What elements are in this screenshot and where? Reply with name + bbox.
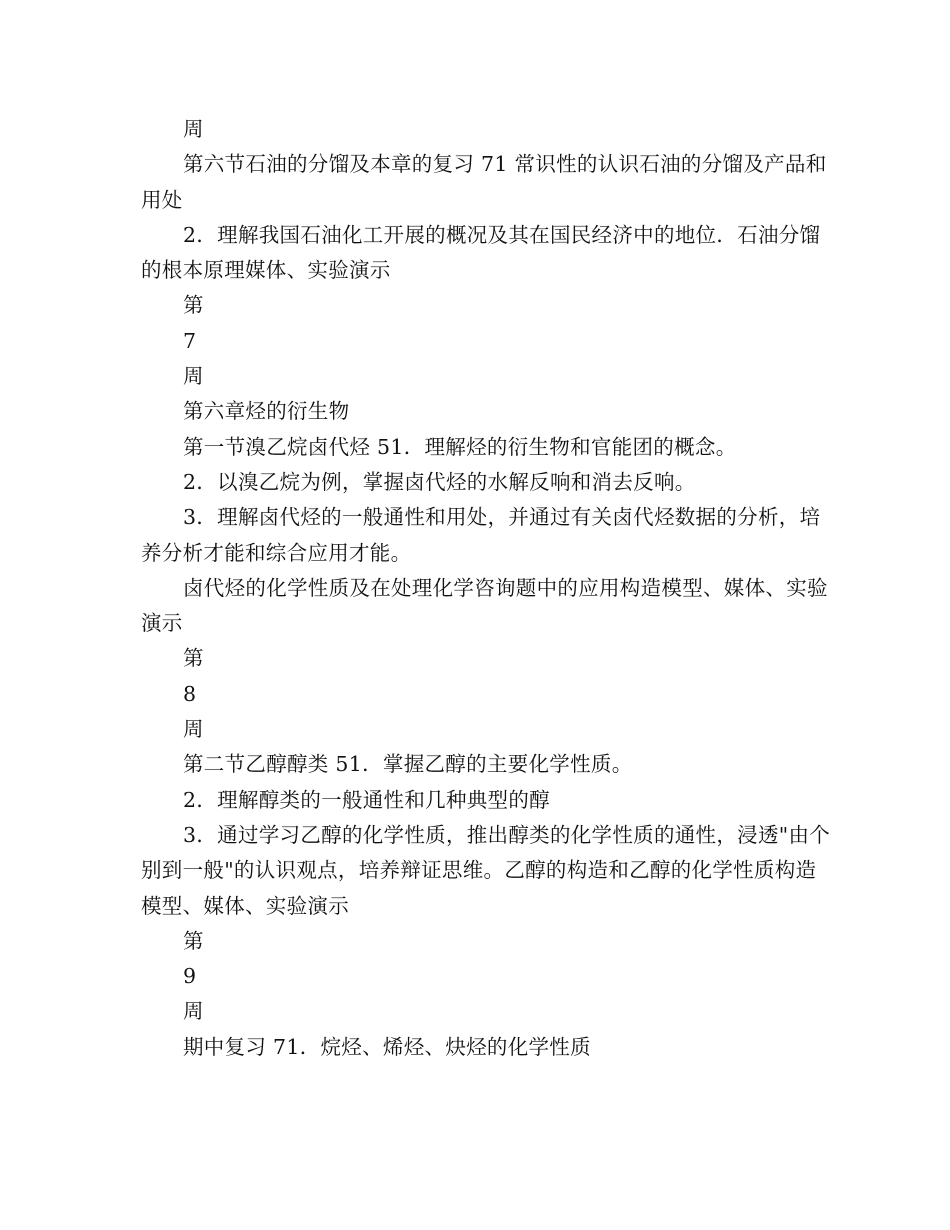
paragraph-objective-3: 3．理解卤代烃的一般通性和用处，并通过有关卤代烃数据的分析，培养分析才能和综合应用才能。: [141, 505, 821, 565]
paragraph-objective-3: 3．通过学习乙醇的化学性质，推出醇类的化学性质的通性，浸透"由个别到一般"的认识观点，培养辩证思维。乙醇的构造和乙醇的化学性质构造模型、媒体、实验演示: [141, 822, 831, 918]
paragraph-week-label: 周: [183, 364, 204, 389]
paragraph-section-1-title: 第一节溴乙烷卤代烃 51．理解烃的衍生物和官能团的概念。: [183, 434, 737, 459]
paragraph-week-prefix: 第: [183, 293, 204, 318]
paragraph-week-number: 8: [183, 681, 197, 706]
paragraph-objective-2: 2．理解我国石油化工开展的概况及其在国民经济中的地位．石油分馏的根本原理媒体、实验演示: [141, 222, 821, 283]
paragraph-section-6-title: 第六节石油的分馏及本章的复习 71 常识性的认识石油的分馏及产品和用处: [141, 152, 827, 212]
paragraph-week-label: 周: [183, 717, 204, 742]
paragraph-week-prefix: 第: [183, 928, 204, 953]
paragraph-week-prefix: 第: [183, 646, 204, 671]
paragraph-objective-2: 2．以溴乙烷为例，掌握卤代烃的水解反响和消去反响。: [183, 469, 696, 494]
paragraph-week-number: 7: [183, 328, 197, 353]
paragraph-week-label: 周: [183, 999, 204, 1024]
paragraph-chapter-title: 第六章烃的衍生物: [183, 399, 350, 424]
paragraph-objective-2: 2．理解醇类的一般通性和几种典型的醇: [183, 787, 550, 812]
paragraph-key-points: 卤代烃的化学性质及在处理化学咨询题中的应用构造模型、媒体、实验演示: [141, 575, 828, 636]
paragraph-week-number: 9: [183, 964, 197, 989]
paragraph-midterm-review: 期中复习 71．烷烃、烯烃、炔烃的化学性质: [183, 1034, 591, 1059]
document-body: [141, 112, 831, 1065]
paragraph-week-label: 周: [183, 117, 204, 141]
paragraph-section-2-title: 第二节乙醇醇类 51．掌握乙醇的主要化学性质。: [183, 752, 633, 777]
